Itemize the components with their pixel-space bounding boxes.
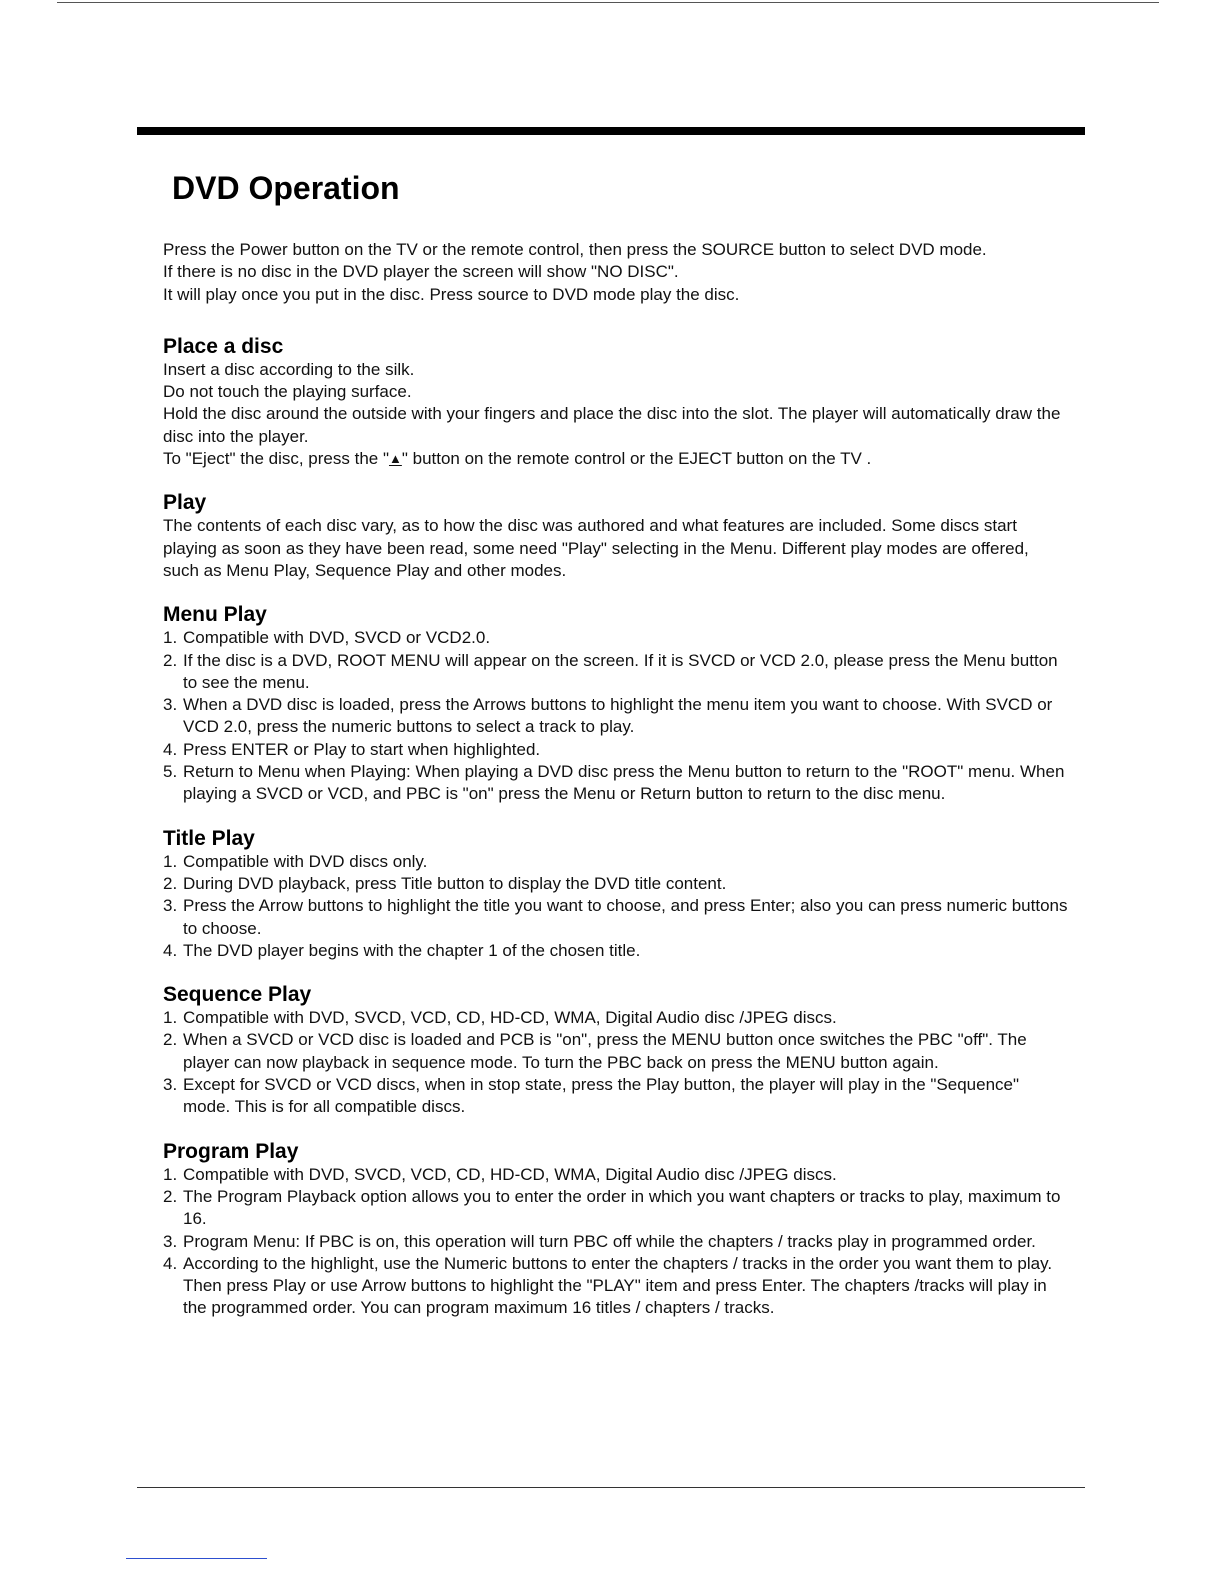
list-item	[163, 1231, 1068, 1253]
section-play	[163, 490, 1068, 582]
item-text: During DVD playback, press Title button to display the DVD title content.	[183, 873, 727, 893]
intro-line: Press the Power button on the TV or the remote control, then press the SOURCE button to select DVD mode.	[163, 240, 987, 259]
item-text: If the disc is a DVD, ROOT MENU will appear on the screen. If it is SVCD or VCD 2.0, please press the Menu button to see the menu.	[183, 650, 1058, 692]
item-number: 2.	[163, 1186, 178, 1206]
list-item	[163, 739, 1068, 761]
eject-instruction	[163, 448, 1068, 470]
item-number: 4.	[163, 739, 178, 759]
item-text: Compatible with DVD, SVCD, VCD, CD, HD-CD, WMA, Digital Audio disc /JPEG discs.	[183, 1008, 837, 1028]
item-text: When a SVCD or VCD disc is loaded and PCB is "on", press the MENU button once switches the PBC "off". The player can now playback in sequence mode. To turn the PBC back on press the MENU button again.	[183, 1030, 1027, 1072]
item-text: Return to Menu when Playing: When playing a DVD disc press the Menu button to return to the "ROOT" menu. When playing a SVCD or VCD, and PBC is "on" press the Menu or Return button to return to the disc menu.	[183, 762, 1065, 804]
paragraph-line: Hold the disc around the outside with your fingers and place the disc into the slot. The player will automatically draw the disc into the player.	[163, 404, 1061, 446]
list-item	[163, 895, 1068, 940]
item-number: 2.	[163, 650, 178, 670]
list-item	[163, 851, 1068, 873]
item-text: Press ENTER or Play to start when highlighted.	[183, 739, 541, 759]
item-number: 1.	[163, 628, 178, 648]
item-text: Press the Arrow buttons to highlight the title you want to choose, and press Enter; also you can press numeric buttons to choose.	[183, 896, 1068, 938]
item-text: According to the highlight, use the Numeric buttons to enter the chapters / tracks in the order you want them to play. Then press Play or use Arrow buttons to highlight the "PLAY" item and press Enter. The chapters /tracks will play in the programmed order. You can program maximum 16 titles / chapters / tracks.	[183, 1253, 1053, 1318]
page-title: DVD Operation	[172, 170, 400, 206]
item-number: 1.	[163, 1164, 178, 1184]
eject-icon: ▲	[388, 451, 402, 467]
item-number: 2.	[163, 873, 178, 893]
section-heading: Place a disc	[163, 334, 284, 358]
footer-link-underline	[126, 1558, 267, 1559]
item-number: 3.	[163, 896, 178, 916]
item-number: 3.	[163, 1231, 178, 1251]
section-place-disc	[163, 334, 1068, 470]
section-heading: Play	[163, 491, 207, 515]
list-item	[163, 1074, 1068, 1119]
list-item	[163, 627, 1068, 649]
section-program-play	[163, 1139, 1068, 1320]
list-item	[163, 1007, 1068, 1029]
item-number: 3.	[163, 695, 178, 715]
item-number: 1.	[163, 1008, 178, 1028]
paragraph: The contents of each disc vary, as to how the disc was authored and what features are included. Some discs start playing as soon as they have been read, some need "Play" selecting in the Menu. Different play modes are offered, such as Menu Play, Sequence Play and other modes.	[163, 516, 1029, 580]
intro	[163, 239, 1068, 306]
item-number: 1.	[163, 851, 178, 871]
section-heading: Sequence Play	[163, 983, 312, 1007]
list-item	[163, 1253, 1068, 1320]
list-item	[163, 940, 1068, 962]
list-item	[163, 1164, 1068, 1186]
intro-line: If there is no disc in the DVD player the screen will show "NO DISC".	[163, 262, 679, 282]
item-text: The Program Playback option allows you to enter the order in which you want chapters or tracks to play, maximum to 16.	[183, 1186, 1061, 1229]
eject-text-before: To "Eject" the disc, press the "	[163, 449, 389, 469]
eject-text-after: " button on the remote control or the EJECT button on the TV .	[401, 449, 872, 469]
list-item	[163, 1029, 1068, 1074]
paragraph-line: Insert a disc according to the silk.	[163, 359, 415, 379]
list-item	[163, 1186, 1068, 1231]
paragraph-line: Do not touch the playing surface.	[163, 382, 412, 402]
section-menu-play	[163, 602, 1068, 805]
section-title-play	[163, 826, 1068, 962]
item-number: 2.	[163, 1030, 178, 1050]
list-item	[163, 761, 1068, 806]
item-number: 3.	[163, 1075, 178, 1095]
item-text: The DVD player begins with the chapter 1 of the chosen title.	[183, 940, 641, 960]
item-number: 5.	[163, 762, 178, 782]
top-rule	[57, 2, 1159, 3]
item-text: Compatible with DVD discs only.	[183, 851, 428, 871]
section-sequence-play	[163, 982, 1068, 1118]
item-text: Except for SVCD or VCD discs, when in stop state, press the Play button, the player will play in the "Sequence" mode. This is for all compatible discs.	[183, 1075, 1020, 1117]
list-item	[163, 694, 1068, 739]
list-item	[163, 650, 1068, 695]
item-text: Program Menu: If PBC is on, this operation will turn PBC off while the chapters / tracks play in programmed order.	[183, 1231, 1036, 1251]
item-number: 4.	[163, 940, 178, 960]
header-bar	[137, 127, 1085, 135]
page-content	[163, 239, 1068, 1340]
item-number: 4.	[163, 1253, 178, 1273]
bottom-rule	[137, 1487, 1085, 1488]
item-text: Compatible with DVD, SVCD or VCD2.0.	[183, 628, 491, 648]
item-text: When a DVD disc is loaded, press the Arrows buttons to highlight the menu item you want to choose. With SVCD or VCD 2.0, press the numeric buttons to select a track to play.	[183, 695, 1053, 737]
section-heading: Program Play	[163, 1139, 299, 1163]
section-heading: Menu Play	[163, 603, 267, 627]
item-text: Compatible with DVD, SVCD, VCD, CD, HD-CD, WMA, Digital Audio disc /JPEG discs.	[183, 1164, 837, 1184]
list-item	[163, 873, 1068, 895]
intro-line: It will play once you put in the disc. Press source to DVD mode play the disc.	[163, 284, 740, 304]
section-heading: Title Play	[163, 826, 255, 850]
